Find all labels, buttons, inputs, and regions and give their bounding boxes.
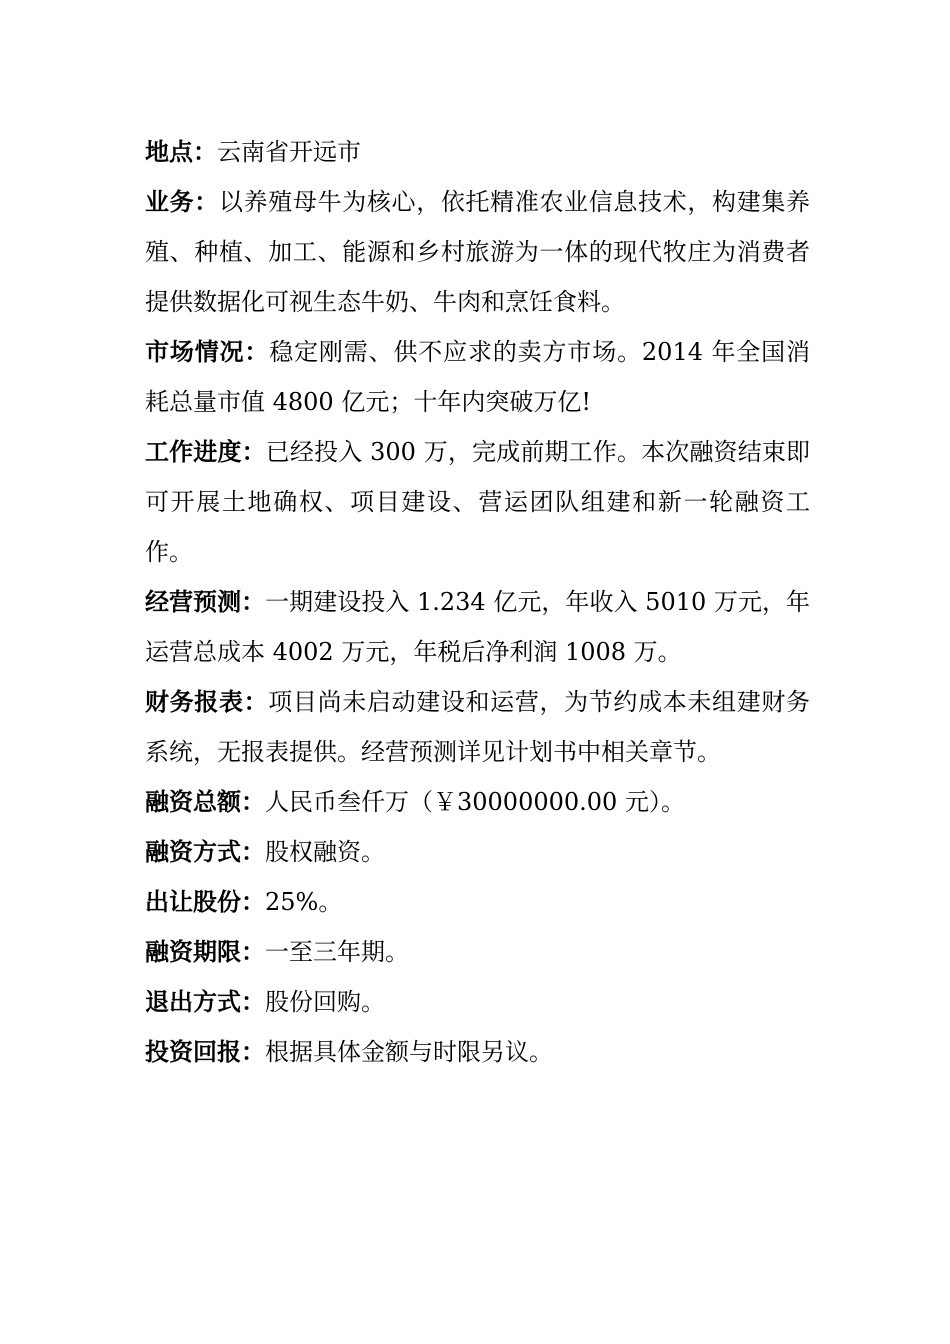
business-paragraph [145,177,810,327]
forecast-label: 经营预测： [145,587,266,616]
location-paragraph [145,127,810,177]
investment-return-text: 根据具体金额与时限另议。 [265,1038,553,1066]
location-label: 地点： [145,137,217,166]
financial-statements-label: 财务报表： [145,687,269,716]
financing-total-label: 融资总额： [145,787,265,816]
market-label: 市场情况： [145,337,270,366]
financial-statements-paragraph [145,677,810,777]
investment-return-paragraph [145,1027,810,1077]
equity-offered-label: 出让股份： [145,887,265,916]
forecast-paragraph [145,577,810,677]
business-label: 业务： [145,187,219,216]
progress-paragraph [145,427,810,577]
financing-method-label: 融资方式： [145,837,265,866]
financing-total-paragraph [145,777,810,827]
financing-term-label: 融资期限： [145,937,265,966]
equity-offered-paragraph [145,877,810,927]
business-text: 以养殖母牛为核心，依托精准农业信息技术，构建集养殖、种植、加工、能源和乡村旅游为一体的现代牧庄为消费者提供数据化可视生态牛奶、牛肉和烹饪食料。 [145,188,811,316]
exit-method-label: 退出方式： [145,987,265,1016]
financing-total-text: 人民币叁仟万（￥30000000.00 元）。 [265,788,685,816]
financial-statements-text: 项目尚未启动建设和运营，为节约成本未组建财务系统，无报表提供。经营预测详见计划书中相关章节。 [145,688,811,766]
financing-method-text: 股权融资。 [265,838,385,866]
financing-term-text: 一至三年期。 [265,938,409,966]
exit-method-text: 股份回购。 [265,988,385,1016]
location-text: 云南省开远市 [217,138,361,166]
investment-return-label: 投资回报： [145,1037,265,1066]
market-text: 稳定刚需、供不应求的卖方市场。2014 年全国消耗总量市值 4800 亿元；十年内突破万亿! [145,338,810,416]
forecast-text: 一期建设投入 1.234 亿元，年收入 5010 万元，年运营总成本 4002 万元，年税后净利润 1008 万。 [145,588,811,666]
market-paragraph [145,327,810,427]
equity-offered-text: 25%。 [265,888,343,916]
progress-text: 已经投入 300 万，完成前期工作。本次融资结束即可开展土地确权、项目建设、营运团队组建和新一轮融资工作。 [145,438,810,566]
financing-term-paragraph [145,927,810,977]
exit-method-paragraph [145,977,810,1027]
progress-label: 工作进度： [145,437,266,466]
document-body [145,127,810,1077]
financing-method-paragraph [145,827,810,877]
